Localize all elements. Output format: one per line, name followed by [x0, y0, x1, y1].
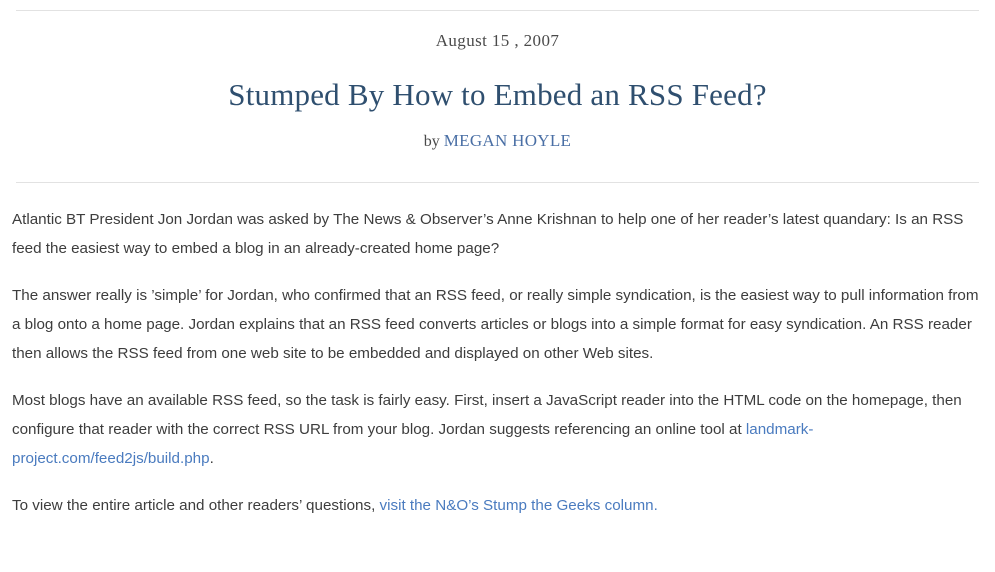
article-header: [0, 11, 995, 167]
article-paragraph: [12, 281, 983, 368]
paragraph-text: To view the entire article and other readers’ questions,: [12, 497, 380, 514]
paragraph-text: The answer really is ’simple’ for Jordan, who confirmed that an RSS feed, or really simple syndication, is the easiest way to pull information from a blog onto a home page. Jordan explains that an RSS feed converts articles or blogs into a simple format for easy syndication. An RSS reader then allows the RSS feed from one web site to be embedded and displayed on other Web sites.: [12, 287, 979, 362]
author-link[interactable]: MEGAN HOYLE: [443, 131, 572, 150]
feed2js-link[interactable]: landmark-project.com/feed2js/build.php: [12, 421, 814, 467]
article-paragraph: [12, 386, 983, 473]
article-page: [0, 10, 995, 572]
byline-prefix: by: [423, 133, 444, 150]
page-title: Stumped By How to Embed an RSS Feed?: [228, 77, 767, 112]
article-date: August 15 , 2007: [435, 31, 560, 50]
header-divider: [16, 182, 979, 183]
article-body: [0, 205, 995, 520]
paragraph-text-tail: .: [209, 450, 214, 467]
byline: [0, 131, 995, 151]
paragraph-text: Atlantic BT President Jon Jordan was asked by The News & Observer’s Anne Krishnan to help one of her reader’s latest quandary: Is an RSS feed the easiest way to embed a blog in an already-created home page?: [12, 211, 964, 257]
article-paragraph: [12, 205, 983, 263]
stump-the-geeks-link[interactable]: visit the N&O’s Stump the Geeks column.: [379, 497, 658, 514]
paragraph-text: Most blogs have an available RSS feed, so the task is fairly easy. First, insert a JavaScript reader into the HTML code on the homepage, then configure that reader with the correct RSS URL from your blog. Jordan suggests referencing an online tool at: [12, 392, 962, 438]
article-paragraph: [12, 491, 983, 520]
